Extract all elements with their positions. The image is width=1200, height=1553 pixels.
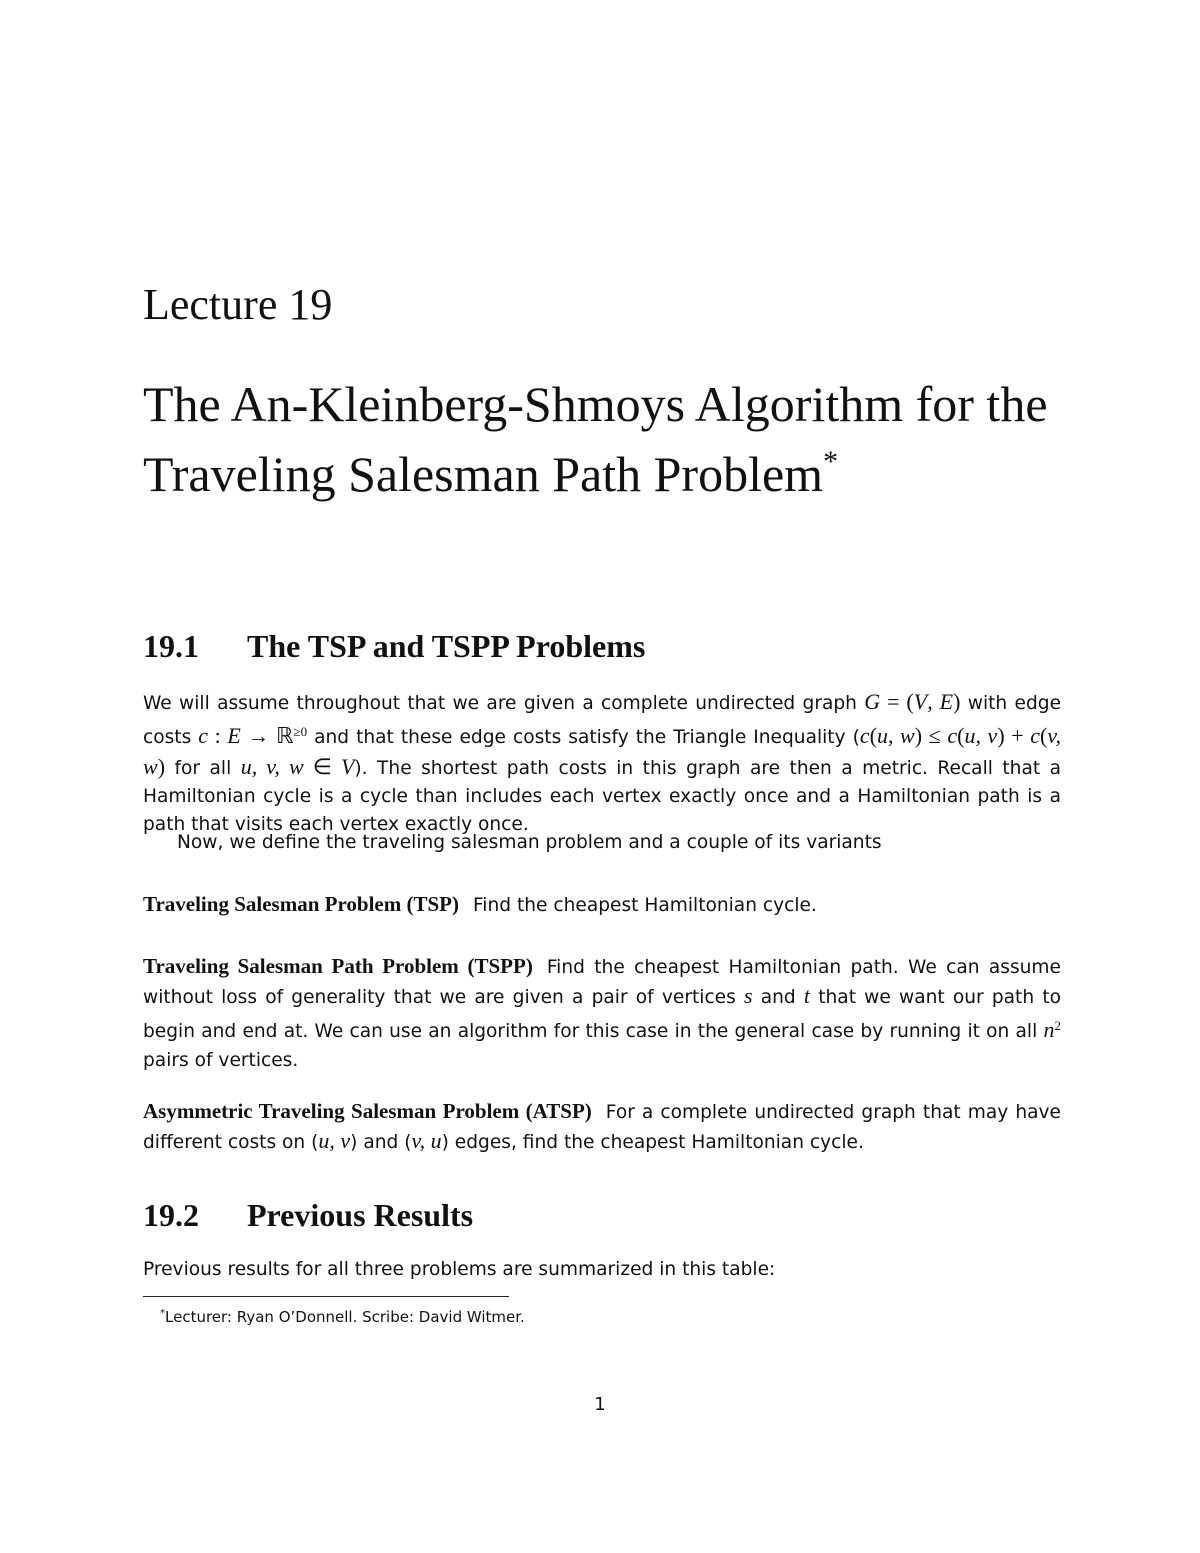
text-run: for all <box>165 757 241 779</box>
section-heading-19-1 <box>143 626 645 666</box>
math-run: c <box>859 723 870 749</box>
text-run: Find the cheapest Hamiltonian path. We can assume without loss of generality that we are given a pair of vertices <box>143 957 1061 1009</box>
document-title <box>143 375 1083 503</box>
lecture-label: Lecture 19 <box>143 280 333 329</box>
definition-atsp <box>143 1097 1061 1157</box>
intro-paragraph <box>143 688 1061 839</box>
math-run: c <box>1030 723 1041 749</box>
math-run: E <box>227 723 241 749</box>
section-title: Previous Results <box>247 1197 474 1233</box>
definition-term: Traveling Salesman Problem (TSP) <box>143 892 459 916</box>
text-run: pairs of vertices. <box>143 1049 299 1071</box>
text-run: and that these edge costs satisfy the Triangle Inequality ( <box>307 727 860 749</box>
math-run: n <box>1043 1017 1055 1043</box>
math-run: c <box>198 723 209 749</box>
section-number: 19.2 <box>143 1197 199 1233</box>
section-title: The TSP and TSPP Problems <box>247 628 646 664</box>
page-number: 1 <box>594 1394 606 1415</box>
text-run: with edge costs <box>143 693 1062 749</box>
definition-tspp <box>143 952 1061 1075</box>
math-run: v, u <box>411 1128 442 1154</box>
math-run: c <box>947 723 958 749</box>
footnote-text: Lecturer: Ryan O’Donnell. Scribe: David Witmer. <box>165 1308 525 1326</box>
math-run: G <box>864 689 881 714</box>
footnote <box>160 1302 525 1329</box>
math-run: ∈ <box>303 753 341 779</box>
section-number: 19.1 <box>143 628 199 664</box>
math-run: ) <box>157 753 166 779</box>
math-run: t <box>803 983 811 1009</box>
text-run: and <box>752 987 804 1009</box>
math-run: ( <box>957 723 965 749</box>
section-heading-19-2 <box>143 1195 473 1235</box>
math-run: u, v <box>318 1128 351 1154</box>
text-run: ). The shortest path costs in this graph are then a metric. Recall that a Hamiltonian cycle is a cycle than includes each vertex exactly once and a Hamiltonian path is a path that visits each vertex exactly once. <box>143 757 1061 835</box>
text-run: ) and ( <box>350 1132 412 1154</box>
math-run: V <box>340 753 355 779</box>
text-run: ) edges, find the cheapest Hamiltonian cycle. <box>441 1132 864 1154</box>
math-run: ( <box>869 723 877 749</box>
math-run: , <box>927 689 940 714</box>
title-text: The An-Kleinberg-Shmoys Algorithm for the Traveling Salesman Path Problem <box>143 376 1048 502</box>
math-run: v, w <box>143 723 1061 779</box>
definition-term: Asymmetric Traveling Salesman Problem (ATSP) <box>143 1099 592 1123</box>
math-run: V <box>913 689 928 714</box>
math-superscript: ≥0 <box>293 724 308 740</box>
math-run: s <box>744 983 753 1009</box>
math-run: u, v <box>964 723 998 749</box>
definition-term: Traveling Salesman Path Problem (TSPP) <box>143 954 533 978</box>
footnote-mark: * <box>160 1308 165 1319</box>
definition-tsp <box>143 890 1061 920</box>
math-run: u, w <box>876 723 915 749</box>
math-run: : <box>208 723 228 749</box>
math-run: ( <box>1040 723 1048 749</box>
math-run: ) + <box>997 723 1031 749</box>
math-run: = ( <box>880 689 914 714</box>
text-run: We will assume throughout that we are given a complete undirected graph <box>143 693 865 714</box>
text-run: that we want our path to begin and end at. We can use an algorithm for this case in the general case by running it on all <box>143 987 1061 1043</box>
text-run: For a complete undirected graph that may have different costs on ( <box>143 1102 1061 1154</box>
math-run: ) <box>953 689 961 714</box>
math-run: E <box>939 689 954 714</box>
title-footnote-mark: * <box>823 445 839 478</box>
math-run: u, v, w <box>240 753 304 779</box>
footnote-rule <box>143 1296 509 1297</box>
math-superscript: 2 <box>1054 1018 1061 1034</box>
variants-intro-paragraph: Now, we define the traveling salesman problem and a couple of its variants <box>177 832 882 853</box>
math-run: ) ≤ <box>914 723 948 749</box>
previous-results-paragraph: Previous results for all three problems are summarized in this table: <box>143 1259 776 1280</box>
definition-text: Find the cheapest Hamiltonian cycle. <box>472 895 817 916</box>
math-run: → ℝ <box>240 723 294 749</box>
